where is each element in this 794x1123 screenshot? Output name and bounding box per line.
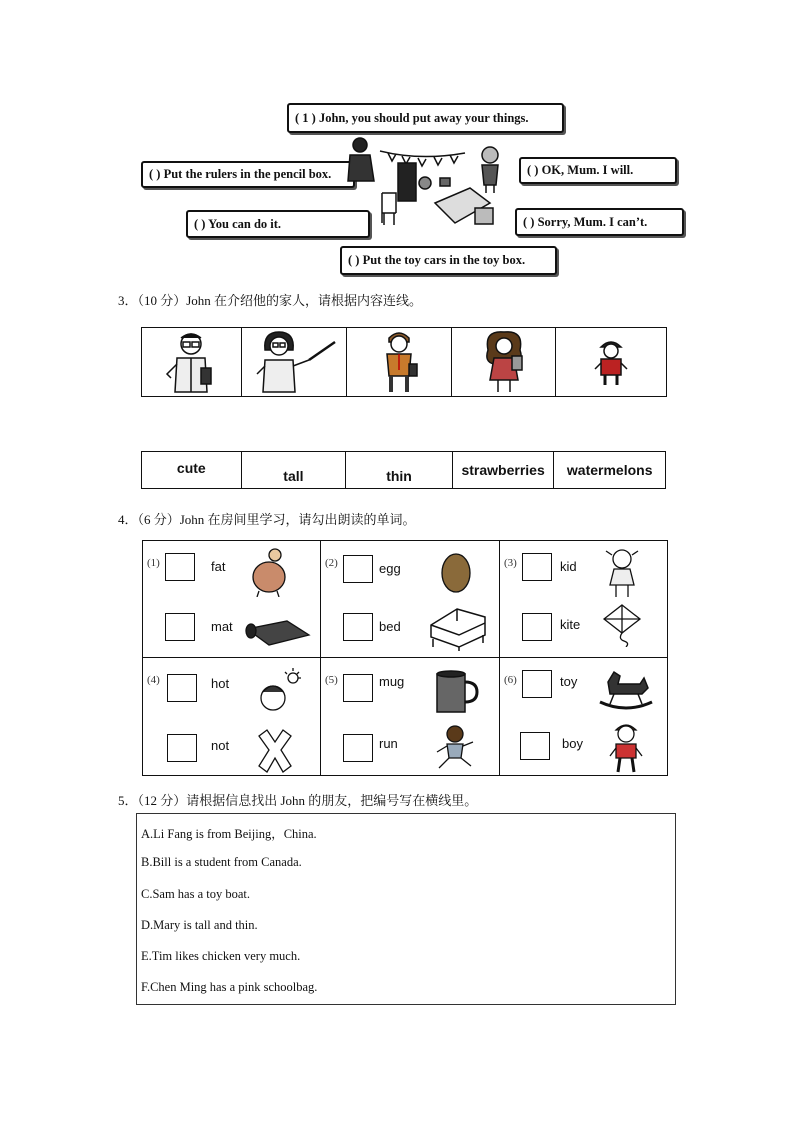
- teacher-with-pointer-icon: [249, 330, 339, 394]
- checkbox-mat[interactable]: [165, 613, 195, 641]
- word-toy: toy: [560, 674, 578, 689]
- man-with-glasses-icon: [161, 330, 221, 394]
- word-thin[interactable]: thin: [346, 452, 453, 488]
- cell-number: (5): [325, 674, 338, 686]
- q4-word-grid: [142, 540, 668, 776]
- messy-room-illustration: [340, 133, 520, 233]
- word-run: run: [379, 736, 398, 751]
- word-bed: bed: [379, 619, 401, 634]
- kite-icon: [600, 603, 644, 647]
- info-line-a: A.Li Fang is from Beijing，China.: [141, 827, 317, 841]
- q5-title: 5．（12 分）请根据信息找出 John 的朋友，把编号写在横线里。: [118, 793, 478, 808]
- boy-icon: [606, 720, 646, 774]
- cell-number: (3): [504, 557, 517, 569]
- checkbox-egg[interactable]: [343, 555, 373, 583]
- word-not: not: [211, 738, 230, 753]
- word-mug: mug: [379, 674, 405, 689]
- word-tall[interactable]: tall: [242, 452, 347, 488]
- cell-number: (2): [325, 557, 338, 569]
- picture-cell-5: [556, 328, 666, 396]
- cross-not-icon: [255, 728, 295, 774]
- cell-number: (4): [147, 674, 160, 686]
- picture-cell-1: [142, 328, 242, 396]
- word-fat: fat: [211, 559, 226, 574]
- word-kite: kite: [560, 617, 581, 632]
- word-watermelons[interactable]: watermelons: [566, 462, 653, 478]
- checkbox-toy[interactable]: [522, 670, 552, 698]
- q4-title: 4．（6 分）John 在房间里学习，请勾出朗读的单词。: [118, 512, 416, 527]
- word-boy: boy: [562, 736, 583, 751]
- info-line-c: C.Sam has a toy boat.: [141, 887, 251, 901]
- checkbox-bed[interactable]: [343, 613, 373, 641]
- fat-person-icon: [247, 547, 293, 597]
- info-line-f: F.Chen Ming has a pink schoolbag.: [141, 980, 318, 994]
- word-kid: kid: [560, 559, 577, 574]
- q4-cell-2: [321, 541, 500, 658]
- word-mat: mat: [211, 619, 233, 634]
- bubble-put-away-things: ( 1 ) John, you should put away your things.: [287, 103, 564, 133]
- little-girl-icon: [600, 547, 644, 599]
- bubble-ok-mum: ( ) OK, Mum. I will.: [519, 157, 677, 184]
- word-hot: hot: [211, 676, 230, 691]
- word-strawberries[interactable]: strawberries: [453, 452, 555, 488]
- q5-info-box: [136, 813, 676, 1005]
- cell-number: (1): [147, 557, 160, 569]
- checkbox-hot[interactable]: [167, 674, 197, 702]
- word-egg: egg: [379, 561, 401, 576]
- q4-cell-6: [500, 658, 667, 775]
- bubble-put-toy-cars: ( ) Put the toy cars in the toy box.: [340, 246, 557, 275]
- rolled-mat-icon: [243, 617, 313, 647]
- info-line-d: D.Mary is tall and thin.: [141, 918, 258, 932]
- q4-cell-4: [143, 658, 321, 775]
- bubble-sorry-mum: ( ) Sorry, Mum. I can’t.: [515, 208, 684, 236]
- boy-in-suit-icon: [369, 330, 429, 394]
- egg-icon: [439, 551, 473, 595]
- checkbox-fat[interactable]: [165, 553, 195, 581]
- bed-icon: [427, 605, 489, 651]
- checkbox-run[interactable]: [343, 734, 373, 762]
- running-girl-icon: [431, 724, 477, 774]
- checkbox-not[interactable]: [167, 734, 197, 762]
- q4-cell-1: [143, 541, 321, 658]
- cell-number: (6): [504, 674, 517, 686]
- small-child-icon: [591, 337, 631, 387]
- info-line-e: E.Tim likes chicken very much.: [141, 949, 301, 963]
- checkbox-mug[interactable]: [343, 674, 373, 702]
- mug-icon: [433, 668, 481, 716]
- word-cute[interactable]: cute: [142, 452, 242, 488]
- rocking-horse-icon: [596, 666, 656, 712]
- picture-cell-3: [347, 328, 452, 396]
- picture-cell-2: [242, 328, 348, 396]
- q4-cell-3: [500, 541, 667, 658]
- girl-with-curly-hair-icon: [474, 330, 534, 394]
- q3-title: 3．（10 分）John 在介绍他的家人，请根据内容连线。: [118, 293, 423, 308]
- q4-cell-5: [321, 658, 500, 775]
- picture-cell-4: [452, 328, 557, 396]
- q3-picture-strip: [141, 327, 667, 397]
- checkbox-kite[interactable]: [522, 613, 552, 641]
- bubble-you-can-do-it: ( ) You can do it.: [186, 210, 370, 238]
- checkbox-kid[interactable]: [522, 553, 552, 581]
- checkbox-boy[interactable]: [520, 732, 550, 760]
- hot-weather-icon: [257, 668, 303, 716]
- q3-word-strip: [141, 451, 666, 489]
- bubble-put-rulers: ( ) Put the rulers in the pencil box.: [141, 161, 355, 188]
- info-line-b: B.Bill is a student from Canada.: [141, 855, 302, 869]
